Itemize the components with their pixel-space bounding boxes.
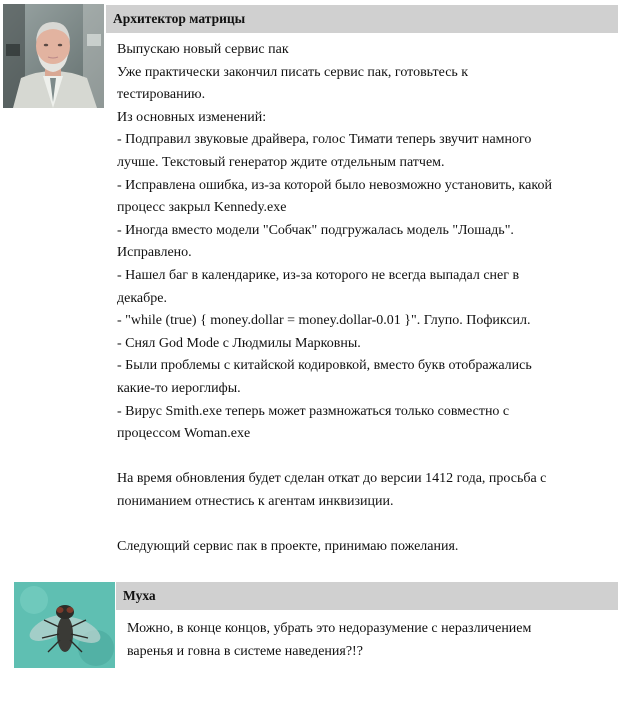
author-name[interactable]: Муха — [116, 582, 618, 610]
avatar[interactable] — [14, 582, 115, 668]
message-line: процесс закрыл Kennedy.exe — [117, 200, 287, 216]
message-line: варенья и говна в системе наведения?!? — [127, 643, 363, 659]
message-line: тестированию. — [117, 87, 206, 103]
message-line: - "while (true) { money.dollar = money.dollar-0.01 }". Глупо. Пофиксил. — [117, 313, 531, 329]
message-line — [117, 513, 612, 536]
message-line: пониманием отнестись к агентам инквизиции. — [117, 493, 394, 509]
message-line: - Вирус Smith.exe теперь может размножаться только совместно с — [117, 403, 510, 419]
message-line: декабре. — [117, 290, 167, 306]
avatar[interactable] — [3, 4, 104, 108]
message-body — [117, 39, 612, 559]
message-line: какие-то иероглифы. — [117, 380, 241, 396]
message-line: - Были проблемы с китайской кодировкой, вместо букв отображались — [117, 358, 532, 374]
message-line: На время обновления будет сделан откат до версии 1412 года, просьба с — [117, 471, 547, 487]
message-line: Исправлено. — [117, 245, 192, 261]
message-body — [127, 618, 607, 663]
message-line: лучше. Текстовый генератор ждите отдельным патчем. — [117, 154, 445, 170]
message-line: процессом Woman.exe — [117, 426, 251, 442]
message-line: Следующий сервис пак в проекте, принимаю пожелания. — [117, 539, 459, 555]
message-line: - Нашел баг в календарике, из-за которого не всегда выпадал снег в — [117, 267, 520, 283]
author-name[interactable]: Архитектор матрицы — [106, 5, 618, 33]
message-line: Выпускаю новый сервис пак — [117, 42, 289, 57]
message-line: Из основных изменений: — [117, 109, 267, 125]
message-line: - Исправлена ошибка, из-за которой было невозможно установить, какой — [117, 177, 552, 193]
message-line: - Иногда вместо модели "Собчак" подгружалась модель "Лошадь". — [117, 222, 514, 238]
old-man-portrait-icon — [3, 4, 104, 108]
message-line: Уже практически закончил писать сервис пак, готовьтесь к — [117, 64, 469, 80]
message-line: Можно, в конце концов, убрать это недоразумение с неразличением — [127, 621, 532, 636]
message-line: - Подправил звуковые драйвера, голос Тимати теперь звучит намного — [117, 132, 532, 148]
fly-photo-icon — [14, 582, 115, 668]
message-line — [117, 446, 612, 469]
message-line: - Снял God Mode с Людмилы Марковны. — [117, 335, 361, 351]
